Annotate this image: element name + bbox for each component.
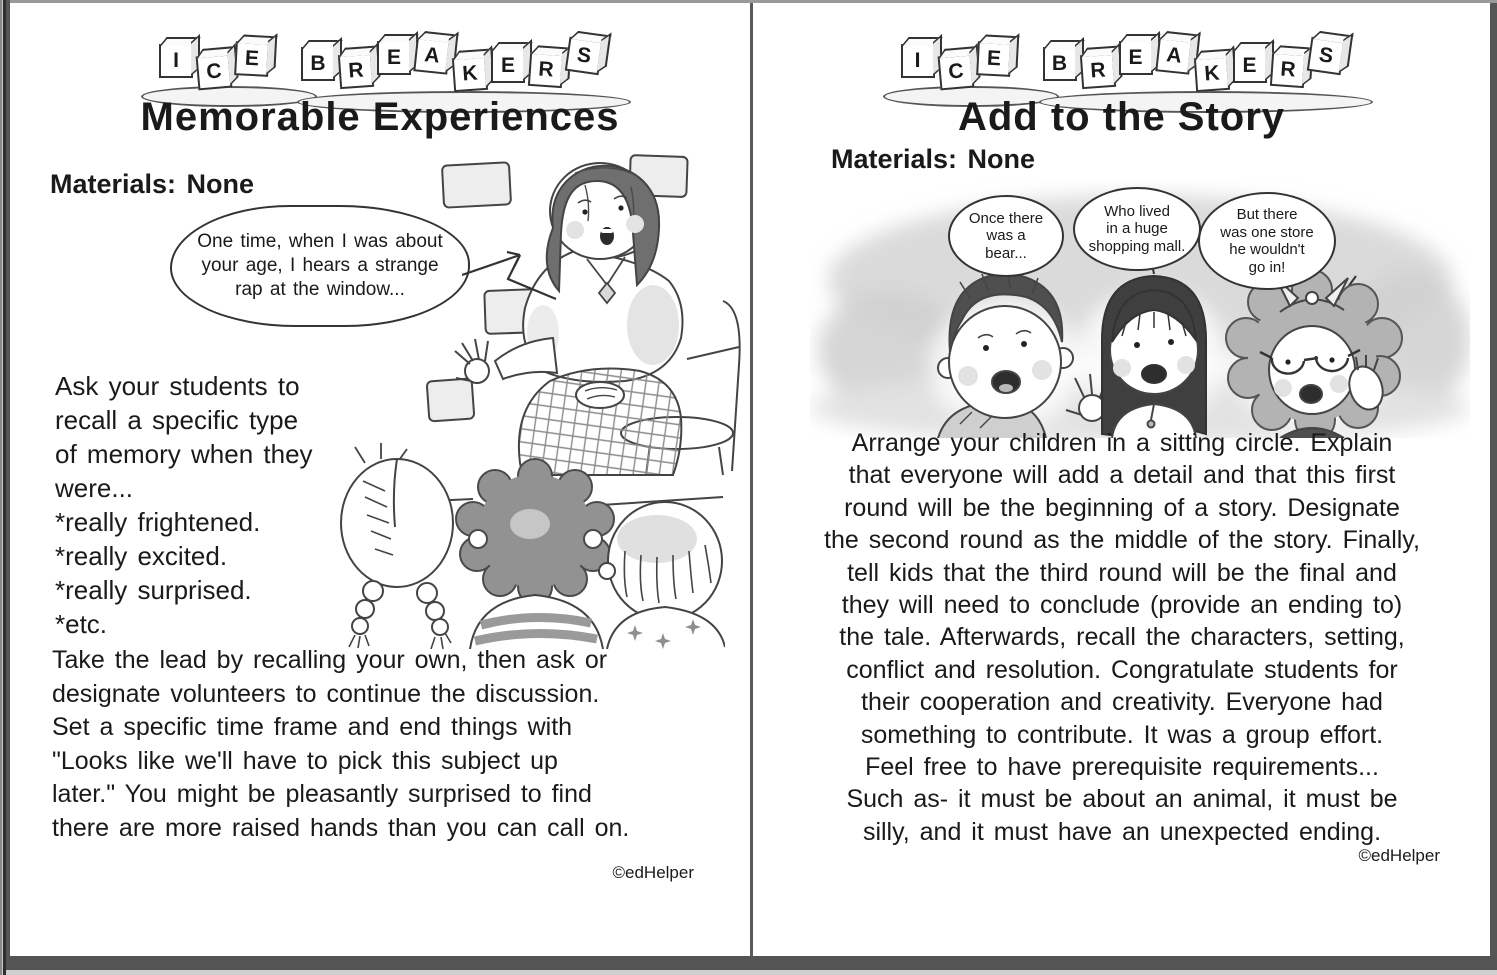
ice-cube-letter-icon: C <box>196 54 233 91</box>
edhelper-credit: ©edHelper <box>1358 846 1440 865</box>
text-line: Take the lead by recalling your own, then ask or <box>52 646 608 674</box>
text-line: were... <box>55 473 134 503</box>
text-line: *really excited. <box>55 541 228 571</box>
text-line: "Looks like we'll have to pick this subject up <box>52 746 558 775</box>
text-line: later." You might be pleasantly surprised to find <box>52 780 592 808</box>
logo-word-breakers <box>1041 35 1345 86</box>
speech-line: was a <box>986 227 1026 245</box>
text-line: Set a specific time frame and end things with <box>52 713 573 741</box>
text-line: silly, and it must have an unexpected ending. <box>862 817 1382 846</box>
ice-cube-letter-icon: K <box>452 56 488 92</box>
edhelper-credit: ©edHelper <box>612 863 694 882</box>
page-right <box>753 3 1490 956</box>
text-line: their cooperation and creativity. Everyone had <box>861 688 1383 717</box>
ice-cube-letter-icon: B <box>301 47 335 81</box>
ice-cube-letter-icon: R <box>1079 53 1115 89</box>
speech-line: Once there <box>968 209 1044 227</box>
materials-label: Materials: None <box>50 169 255 199</box>
star-shirt-kid <box>599 502 725 649</box>
ice-cube-letter-icon: R <box>338 53 374 89</box>
ice-cube-letter-icon: K <box>1193 56 1229 92</box>
text-line: *really frightened. <box>55 507 261 537</box>
ice-cube-letter-icon: A <box>1155 37 1192 74</box>
ice-cube-letter-icon: I <box>901 44 935 78</box>
text-line: something to contribute. It was a group effort. <box>860 720 1384 749</box>
kid-speech-bubble <box>948 195 1064 277</box>
ice-cube-letter-icon: I <box>159 44 193 78</box>
intro-text <box>55 369 313 641</box>
ice-cube-letter-icon: B <box>1043 47 1077 81</box>
page-title: Add to the Story <box>957 95 1286 139</box>
ice-cube-letter-icon: R <box>528 52 564 88</box>
speech-line: he wouldn't <box>1229 241 1305 258</box>
text-line: of memory when they <box>55 439 313 469</box>
speech-line: One time, when I was about <box>197 231 443 252</box>
ice-cube-letter-icon: E <box>234 41 270 77</box>
page-divider <box>750 3 753 956</box>
text-line: *etc. <box>55 609 108 639</box>
hand-on-lap <box>576 382 624 408</box>
speech-line: Who lived <box>1104 202 1170 220</box>
ice-cube-letter-icon: S <box>565 37 603 75</box>
text-line: the second round as the middle of the story. Finally, <box>824 526 1420 555</box>
bottom-chrome-bar <box>6 956 1497 970</box>
text-line: Feel free to have prerequisite requirements... <box>865 753 1379 782</box>
text-line: tell kids that the third round will be the final and <box>847 558 1397 587</box>
kid-speech-bubble <box>1198 192 1336 290</box>
text-line: Ask your students to <box>55 371 300 401</box>
speech-line: was one store <box>1220 223 1314 241</box>
text-line: that everyone will add a detail and that this first <box>848 461 1396 490</box>
page-title: Memorable Experiences <box>140 95 620 139</box>
ice-cube-letter-icon: S <box>1306 37 1344 75</box>
teacher-hand <box>455 338 557 383</box>
ice-cube-letter-icon: E <box>377 41 411 75</box>
curly-girl <box>1226 270 1402 438</box>
logo-word-ice <box>157 35 271 84</box>
text-line: recall a specific type <box>55 405 299 435</box>
ice-cube-letter-icon: A <box>413 37 450 74</box>
speech-line: rap at the window... <box>235 279 405 300</box>
body-paragraph <box>52 644 732 845</box>
text-line: *really surprised. <box>55 575 252 605</box>
materials-label: Materials: None <box>831 144 1036 174</box>
kid-speech-bubble <box>1073 187 1201 271</box>
speech-line: your age, I hears a strange <box>201 255 439 276</box>
ice-cube-letter-icon: E <box>1233 49 1267 83</box>
page-left <box>10 3 750 956</box>
bottom-strip <box>6 970 1497 975</box>
teacher-speech-bubble <box>170 205 470 327</box>
ice-cube-letter-icon: E <box>1119 41 1153 75</box>
text-line: there are more raised hands than you can call on. <box>52 813 630 842</box>
text-line: they will need to conclude (provide an ending to) <box>841 591 1403 620</box>
text-line: conflict and resolution. Congratulate students for <box>846 655 1398 684</box>
ice-cube-letter-icon: E <box>976 41 1012 77</box>
ice-cube-letter-icon: E <box>491 49 525 83</box>
speech-bubble-tail <box>462 239 562 311</box>
braided-girl <box>341 459 453 649</box>
text-line: Arrange your children in a sitting circle. Explain <box>851 429 1393 457</box>
text-line: the tale. Afterwards, recall the characters, setting, <box>839 623 1405 652</box>
text-line: round will be the beginning of a story. Designate <box>844 493 1400 522</box>
window-border-right <box>1490 3 1497 970</box>
body-paragraph <box>781 427 1463 848</box>
text-line: designate volunteers to continue the discussion. <box>52 679 600 708</box>
window-border-top <box>0 0 1497 3</box>
text-line: Such as- it must be about an animal, it must be <box>846 785 1398 814</box>
logo-word-ice <box>899 35 1013 84</box>
speech-line: go in! <box>1248 258 1286 276</box>
ice-cube-letter-icon: R <box>1269 52 1305 88</box>
ice-cube-letter-icon: C <box>937 54 974 91</box>
window-border-left <box>6 0 10 975</box>
logo-word-breakers <box>299 35 603 86</box>
speech-line: But there <box>1236 206 1298 223</box>
middle-girl <box>1102 276 1206 438</box>
speech-line: shopping mall. <box>1088 237 1186 255</box>
speech-line: in a huge <box>1106 220 1168 238</box>
speech-line: bear... <box>985 244 1027 262</box>
curly-haired-kid <box>456 459 614 649</box>
students-from-behind-illustration <box>285 439 725 649</box>
